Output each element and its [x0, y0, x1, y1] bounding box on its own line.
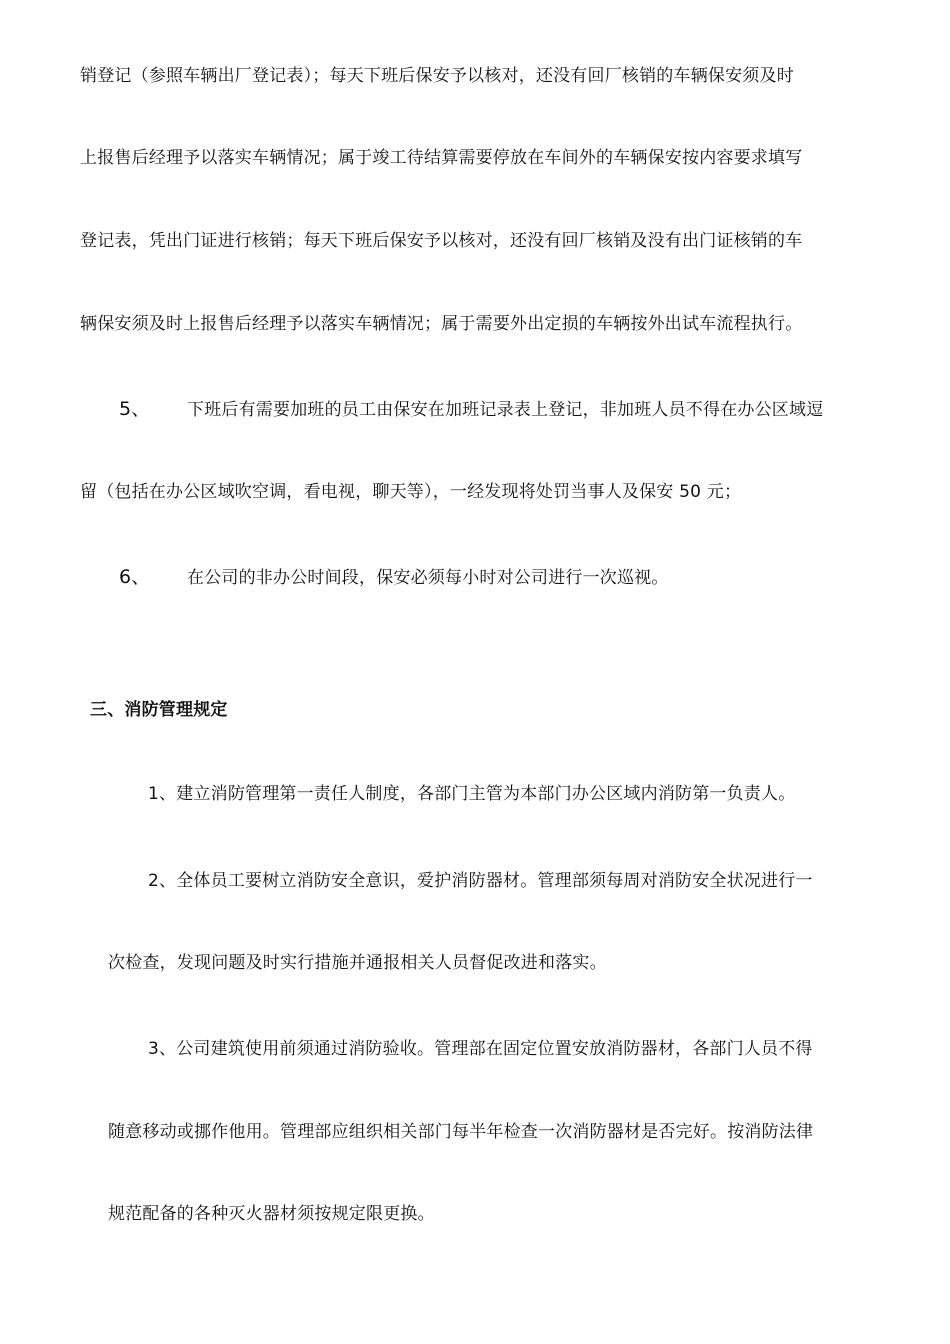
paragraph-line: 辆保安须及时上报售后经理予以落实车辆情况；属于需要外出定损的车辆按外出试车流程执行。	[80, 314, 803, 334]
rule-3-text-continued: 规范配备的各种灭火器材须按规定限更换。	[108, 1204, 435, 1224]
paragraph-line: 登记表，凭出门证进行核销；每天下班后保安予以核对，还没有回厂核销及没有出门证核销的车	[80, 231, 803, 251]
item-5-text-continued: 留（包括在办公区域吹空调，看电视，聊天等），一经发现将处罚当事人及保安 50 元；	[80, 482, 742, 502]
section-heading: 三、消防管理规定	[90, 700, 228, 720]
item-5-text: 下班后有需要加班的员工由保安在加班记录表上登记，非加班人员不得在办公区域逗	[187, 400, 824, 420]
paragraph-line: 上报售后经理予以落实车辆情况；属于竣工待结算需要停放在车间外的车辆保安按内容要求填写	[80, 148, 803, 168]
rule-3-text: 3、公司建筑使用前须通过消防验收。管理部在固定位置安放消防器材，各部门人员不得	[148, 1039, 813, 1059]
rule-2-text: 2、全体员工要树立消防安全意识，爱护消防器材。管理部须每周对消防安全状况进行一	[148, 871, 813, 891]
rule-3-text-continued: 随意移动或挪作他用。管理部应组织相关部门每半年检查一次消防器材是否完好。按消防法律	[108, 1122, 814, 1142]
paragraph-line: 销登记（参照车辆出厂登记表）；每天下班后保安予以核对，还没有回厂核销的车辆保安须及时	[80, 66, 794, 86]
rule-2-text-continued: 次检查，发现问题及时实行措施并通报相关人员督促改进和落实。	[108, 953, 607, 973]
item-number-5: 5、	[119, 398, 151, 420]
rule-1-text: 1、建立消防管理第一责任人制度，各部门主管为本部门办公区域内消防第一负责人。	[148, 784, 796, 804]
item-number-6: 6、	[119, 566, 151, 588]
item-6-text: 在公司的非办公时间段，保安必须每小时对公司进行一次巡视。	[187, 568, 669, 588]
